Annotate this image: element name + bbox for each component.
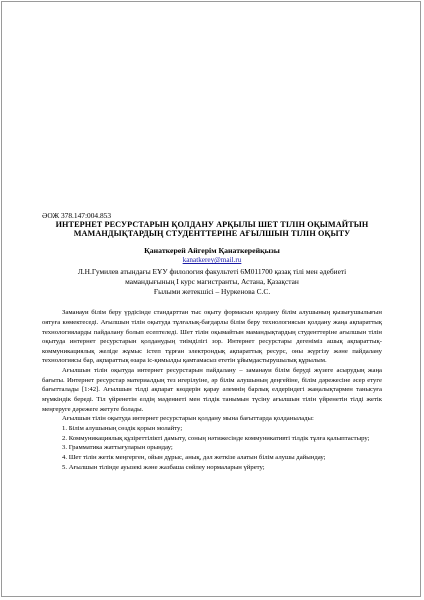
body-text	[42, 308, 382, 472]
document-content	[42, 211, 382, 472]
paragraph: Ағылшын тілін оқытуда интернет ресурстарын пайдалану – заманауи білім беруді жүзеге асырудың жаңа бағыты. Интернет ресурстар материалдың тез игерілуіне, әр білім алушының деңгейіне, білім дәрежесіне әсер етуге бағытталады [1:42]. Ағылшын тілді ақпарат көздерін қарау әлемнің барлық елдеріндегі жаңалықтармен танысуға мүмкіндік береді. Тіл үйренетін елдің мәдениеті мен тілдік танымын түсіну ағылшын тілін үйренетін тілді жетік меңгеруге дәрежеге жетуге болады.	[42, 367, 382, 413]
author-email-link[interactable]: kanatkerey@mail.ru	[182, 256, 242, 265]
list-item: 1. Білім алушының сөздік қорын молайту;	[62, 425, 183, 433]
author-name: Қанаткерей Айгерім Қанаткерейқызы	[144, 246, 280, 256]
paragraph: Заманауи білім беру үрдісінде стандарттан тыс оқыту формасын қолдану білім алушының қызығушылығын оятуға көмектеседі. Ағылшын тілін оқытуда тұлғалық-бағдарлы білім беру технологиясын қолдану жаңа ақпараттық технологияларды пайдалану болып есептеледі. Шет тілін оқымайтын мамандықтардың студенттеріне ағылшын тілін оқытуда интернет ресурстарын қолданудың тиімділігі зор. Интернет ресурстары дегеніміз ашық ақпараттық-коммуникациялық желіде жұмыс істеп тұрған электрондық ақпараттық ресурс, оны жүргізу және пайдалану технологиясы бар, ақпараттық өзара іс-қимылды қамтамасыз ететін ұйымдастырушылық құрылым.	[42, 309, 382, 365]
affiliation-line-2: мамандығының I курс магистранты, Астана, Қазақстан	[125, 277, 299, 286]
supervisor: Ғылыми жетекшісі – Нуркенова С.С.	[153, 286, 271, 296]
list-item: 5. Ағылшын тілінде ауызекі және жазбаша сөйлеу нормаларын үйрету;	[62, 463, 265, 471]
affiliation-line-1: Л.Н.Гумилев атындағы ЕҰУ филология факультеті 6М011700 қазақ тілі мен әдебиеті	[77, 267, 347, 277]
list-item: 4. Шет тілін жетік меңгерген, ойын дұрыс, анық, дәл жеткізе алатын білім алушы дайындау;	[62, 454, 326, 462]
udc-code: ӘОЖ 378.147:004.853	[42, 211, 112, 220]
paragraph: Ағылшын тілін оқытуда интернет ресурстарын қолдану мына бағыттарда қолданылады:	[62, 415, 314, 423]
list-item: 3. Грамматика жаттығуларын орындау;	[62, 444, 173, 452]
article-title: ИНТЕРНЕТ РЕСУРСТАРЫН ҚОЛДАНУ АРҚЫЛЫ ШЕТ ТІЛІН ОҚЫМАЙТЫН МАМАНДЫҚТАРДЫҢ СТУДЕНТТЕРІНЕ АҒЫЛШЫН ТІЛІН ОҚЫТУ	[55, 220, 369, 239]
list-item: 2. Коммуникациялық құзіреттілікті дамыту, соның нәтижесінде коммуникативті тілдік тұлға қалыптастыру;	[62, 434, 370, 442]
